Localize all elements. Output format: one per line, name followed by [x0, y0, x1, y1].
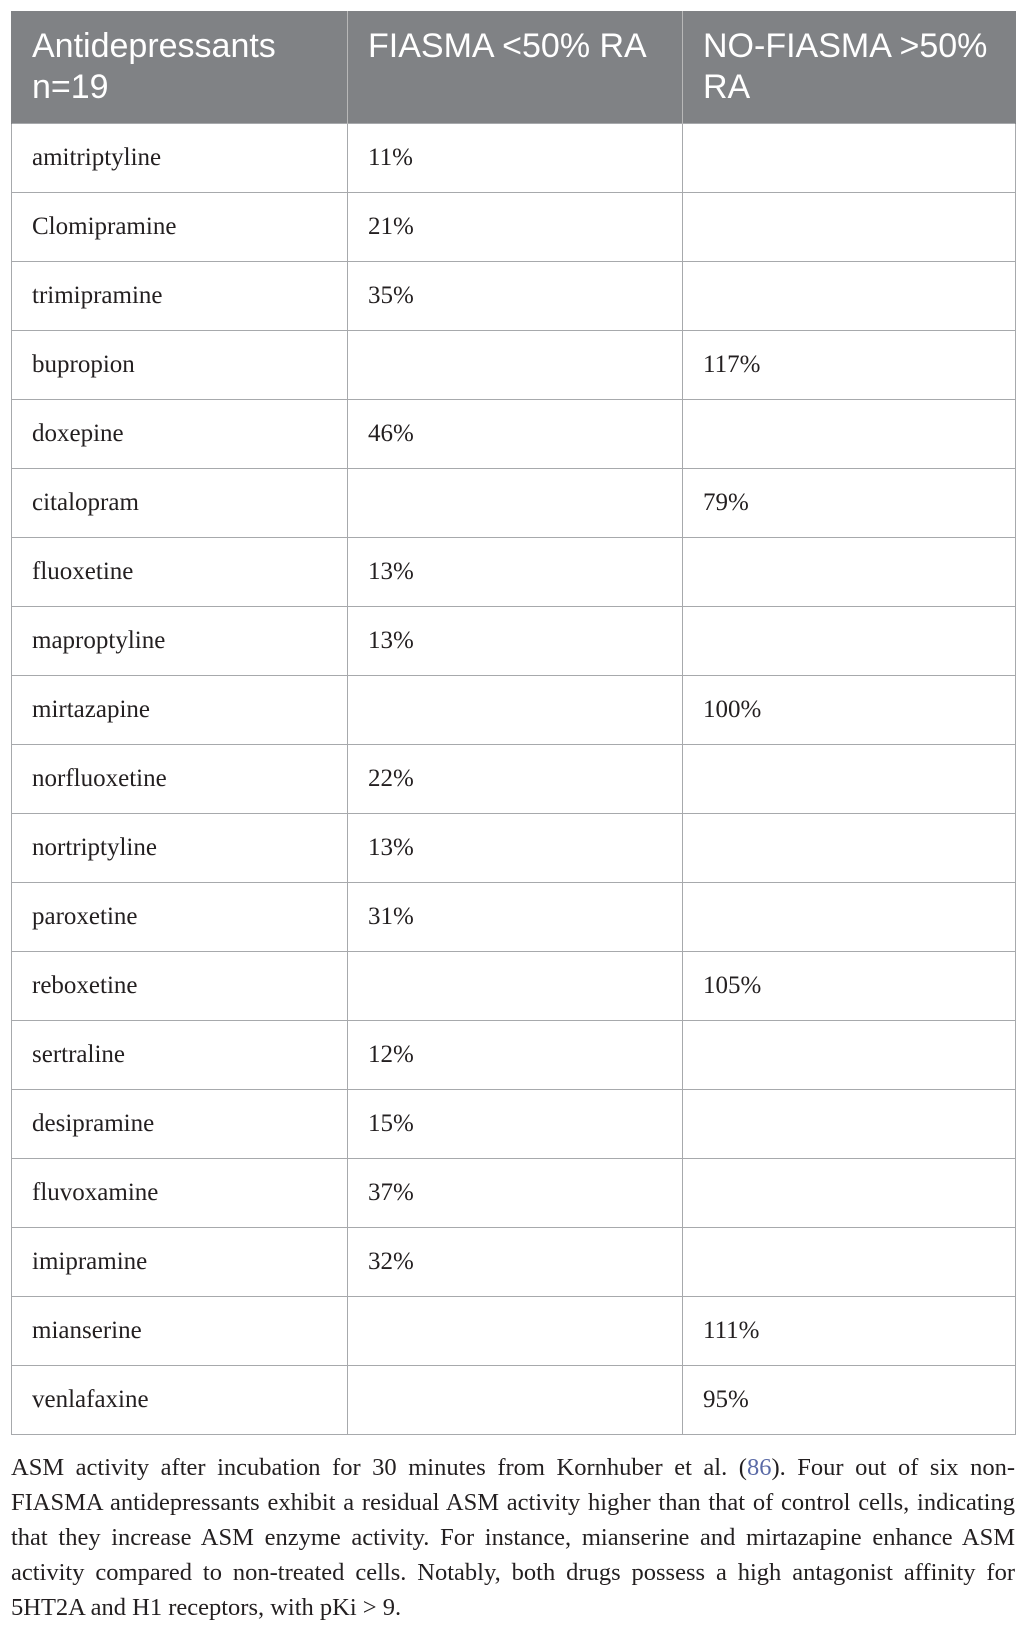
drug-name-cell: sertraline — [12, 1021, 348, 1090]
fiasma-value-cell — [348, 1366, 683, 1435]
antidepressants-table-container — [11, 11, 1015, 1435]
no-fiasma-value-cell — [683, 400, 1016, 469]
fiasma-value-cell — [348, 952, 683, 1021]
drug-name-cell: nortriptyline — [12, 814, 348, 883]
drug-name-cell: maproptyline — [12, 607, 348, 676]
table-row — [12, 1366, 1016, 1435]
table-row — [12, 1090, 1016, 1159]
header-fiasma: FIASMA <50% RA — [348, 11, 683, 124]
no-fiasma-value-cell — [683, 124, 1016, 193]
table-row — [12, 1297, 1016, 1366]
fiasma-value-cell: 21% — [348, 193, 683, 262]
table-body — [12, 124, 1016, 1435]
caption-text-end: ). Four out of six non-FIASMA antidepressants exhibit a residual ASM activity higher than that of control cells, indicating that they increase ASM enzyme activity. For instance, mianserine and mirtazapine enhance ASM activity compared to non-treated cells. Notably, both drugs possess a high antagonist affinity for 5HT2A and H1 receptors, with pKi > 9. — [11, 1454, 1015, 1621]
no-fiasma-value-cell: 117% — [683, 331, 1016, 400]
fiasma-value-cell: 12% — [348, 1021, 683, 1090]
table-row — [12, 814, 1016, 883]
fiasma-value-cell: 32% — [348, 1228, 683, 1297]
drug-name-cell: amitriptyline — [12, 124, 348, 193]
no-fiasma-value-cell — [683, 193, 1016, 262]
fiasma-value-cell — [348, 1297, 683, 1366]
no-fiasma-value-cell: 100% — [683, 676, 1016, 745]
fiasma-value-cell: 31% — [348, 883, 683, 952]
drug-name-cell: norfluoxetine — [12, 745, 348, 814]
drug-name-cell: fluoxetine — [12, 538, 348, 607]
table-row — [12, 262, 1016, 331]
drug-name-cell: fluvoxamine — [12, 1159, 348, 1228]
header-no-fiasma: NO-FIASMA >50% RA — [683, 11, 1016, 124]
no-fiasma-value-cell — [683, 538, 1016, 607]
drug-name-cell: doxepine — [12, 400, 348, 469]
fiasma-value-cell: 37% — [348, 1159, 683, 1228]
table-row — [12, 607, 1016, 676]
no-fiasma-value-cell — [683, 262, 1016, 331]
drug-name-cell: mirtazapine — [12, 676, 348, 745]
drug-name-cell: Clomipramine — [12, 193, 348, 262]
drug-name-cell: mianserine — [12, 1297, 348, 1366]
fiasma-value-cell: 13% — [348, 538, 683, 607]
no-fiasma-value-cell — [683, 1090, 1016, 1159]
no-fiasma-value-cell — [683, 1159, 1016, 1228]
fiasma-value-cell: 13% — [348, 607, 683, 676]
table-row — [12, 676, 1016, 745]
drug-name-cell: imipramine — [12, 1228, 348, 1297]
no-fiasma-value-cell — [683, 745, 1016, 814]
no-fiasma-value-cell: 111% — [683, 1297, 1016, 1366]
no-fiasma-value-cell — [683, 1228, 1016, 1297]
table-row — [12, 469, 1016, 538]
fiasma-value-cell — [348, 331, 683, 400]
fiasma-value-cell — [348, 676, 683, 745]
fiasma-value-cell: 22% — [348, 745, 683, 814]
table-header — [12, 11, 1016, 124]
caption-text-start: ASM activity after incubation for 30 minutes from Kornhuber et al. ( — [11, 1454, 747, 1481]
no-fiasma-value-cell — [683, 1021, 1016, 1090]
table-row — [12, 193, 1016, 262]
no-fiasma-value-cell: 79% — [683, 469, 1016, 538]
fiasma-value-cell: 15% — [348, 1090, 683, 1159]
drug-name-cell: paroxetine — [12, 883, 348, 952]
header-row — [12, 11, 1016, 124]
fiasma-value-cell: 13% — [348, 814, 683, 883]
no-fiasma-value-cell — [683, 814, 1016, 883]
drug-name-cell: desipramine — [12, 1090, 348, 1159]
fiasma-value-cell: 35% — [348, 262, 683, 331]
fiasma-value-cell: 46% — [348, 400, 683, 469]
header-antidepressants: Antidepressants n=19 — [12, 11, 348, 124]
antidepressants-table — [11, 11, 1016, 1435]
fiasma-value-cell — [348, 469, 683, 538]
table-row — [12, 1021, 1016, 1090]
table-row — [12, 400, 1016, 469]
table-row — [12, 1159, 1016, 1228]
table-row — [12, 331, 1016, 400]
table-row — [12, 124, 1016, 193]
table-row — [12, 538, 1016, 607]
drug-name-cell: trimipramine — [12, 262, 348, 331]
drug-name-cell: citalopram — [12, 469, 348, 538]
no-fiasma-value-cell: 95% — [683, 1366, 1016, 1435]
no-fiasma-value-cell: 105% — [683, 952, 1016, 1021]
fiasma-value-cell: 11% — [348, 124, 683, 193]
reference-link[interactable]: 86 — [746, 1454, 772, 1481]
drug-name-cell: reboxetine — [12, 952, 348, 1021]
no-fiasma-value-cell — [683, 883, 1016, 952]
table-row — [12, 883, 1016, 952]
table-row — [12, 745, 1016, 814]
drug-name-cell: bupropion — [12, 331, 348, 400]
drug-name-cell: venlafaxine — [12, 1366, 348, 1435]
table-caption — [11, 1450, 1015, 1625]
no-fiasma-value-cell — [683, 607, 1016, 676]
table-row — [12, 1228, 1016, 1297]
table-row — [12, 952, 1016, 1021]
